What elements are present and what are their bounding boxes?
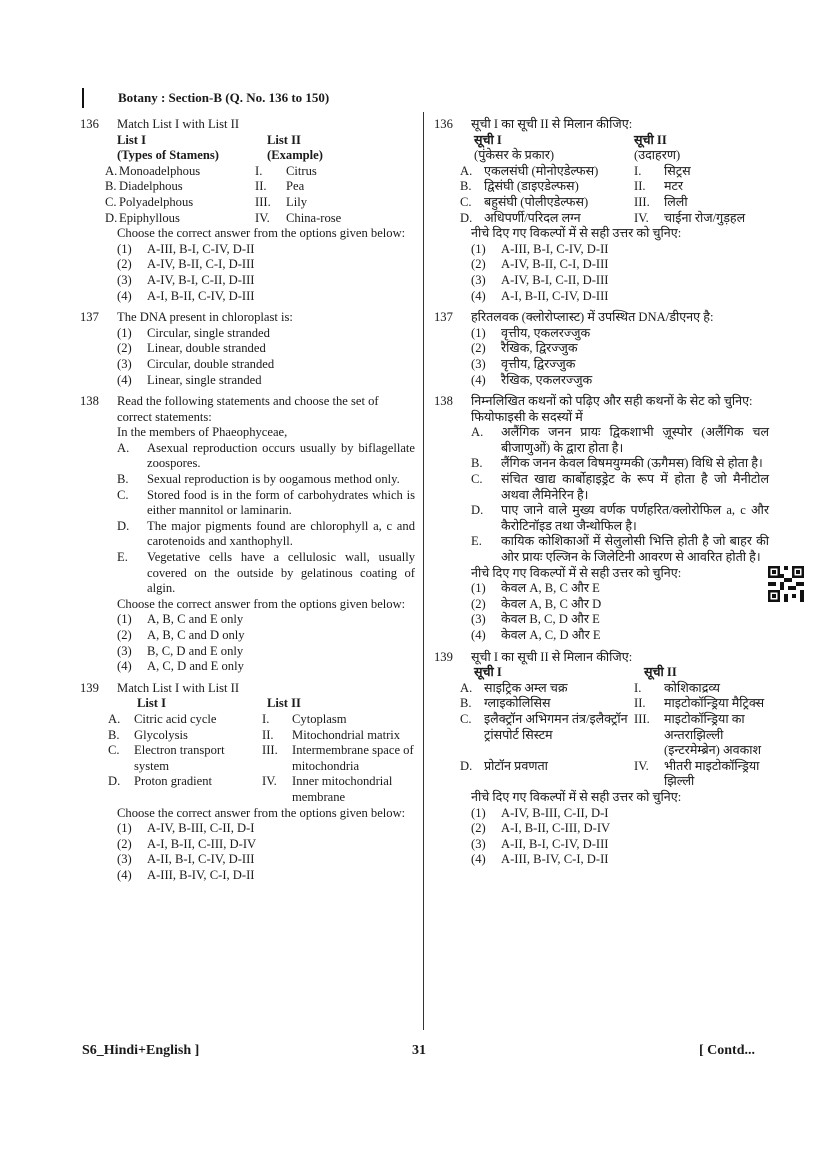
match-row: B. Glycolysis II. Mitochondrial matrix [108, 727, 401, 742]
question-text: Read the following statements and choose the set of correct statements: [117, 394, 379, 424]
question-number: 137 [80, 310, 99, 325]
match-row: C. Electron transport system III. Intermembrane space of mitochondria [108, 743, 414, 773]
option-2[interactable]: (2) रैखिक, द्विरज्जुक [471, 341, 578, 356]
choose-instruction: Choose the correct answer from the options given below: [117, 805, 406, 820]
question-text: सूची I का सूची II से मिलान कीजिए: [471, 649, 633, 664]
option-4[interactable]: (4) Linear, single stranded [117, 372, 262, 387]
option-2[interactable]: (2) A-IV, B-II, C-I, D-III [117, 257, 255, 272]
question-text: सूची I का सूची II से मिलान कीजिए: [471, 117, 633, 131]
question-text: Match List I with List II [117, 117, 240, 131]
match-row: C. इलैक्ट्रॉन अभिगमन तंत्र/इलैक्ट्रॉन ट्रांसपोर्ट सिस्टम III. माइटोकॉन्ड्रिया का अन्तराझिल्ली (इन्टरमेम्ब्रेन) अवकाश [460, 711, 762, 758]
statement-a: A. Asexual reproduction occurs usually by biflagellate zoospores. [117, 440, 415, 471]
choose-instruction: नीचे दिए गए विकल्पों में से सही उत्तर को चुनिए: [471, 789, 682, 804]
list-2-subheading: (Example) [267, 148, 323, 163]
choose-instruction: Choose the correct answer from the options given below: [117, 226, 406, 241]
choose-instruction: नीचे दिए गए विकल्पों में से सही उत्तर को चुनिए: [471, 226, 682, 241]
option-2[interactable]: (2) केवल A, B, C और D [471, 596, 602, 611]
question-136-hi [434, 117, 769, 304]
question-137-en [80, 310, 415, 388]
match-row: A. Citric acid cycle I. Cytoplasm [108, 711, 347, 726]
option-4[interactable]: (4) रैखिक, एकलरज्जुक [471, 372, 593, 387]
match-row: D. Proton gradient IV. Inner mitochondrial membrane [108, 774, 393, 804]
question-137-hi [434, 310, 769, 388]
option-2[interactable]: (2) Linear, double stranded [117, 341, 266, 356]
question-number: 138 [434, 394, 453, 409]
option-1[interactable]: (1) A-III, B-I, C-IV, D-II [471, 241, 609, 256]
statement-d: D. पाए जाने वाले मुख्य वर्णक पर्णहरित/क्लोरोफिल a, c और कैरोटिनॉइड तथा जैन्थोफिल है। [471, 503, 769, 533]
option-1[interactable]: (1) A-IV, B-III, C-II, D-I [471, 805, 609, 820]
match-row: B. Diadelphous II. Pea [105, 179, 305, 194]
option-3[interactable]: (3) A-IV, B-I, C-II, D-III [471, 272, 609, 287]
option-3[interactable]: (3) वृत्तीय, द्विरज्जुक [471, 356, 576, 371]
statement-c: C. संचित खाद्य कार्बोहाइड्रेट के रूप में होता है जो मैनीटोल अथवा लैमिनेरिन है। [471, 472, 769, 502]
question-139-en [80, 681, 415, 884]
option-3[interactable]: (3) B, C, D and E only [117, 643, 244, 658]
option-4[interactable]: (4) A-III, B-IV, C-I, D-II [471, 852, 609, 867]
option-4[interactable]: (4) केवल A, C, D और E [471, 628, 601, 642]
list-1-subheading: (पुंकेसर के प्रकार) [474, 148, 555, 163]
question-138-hi [434, 394, 769, 644]
hindi-column [434, 117, 769, 874]
list-2-heading: List II [267, 696, 301, 711]
list-2-heading: सूची II [634, 132, 667, 147]
option-4[interactable]: (4) A-I, B-II, C-IV, D-III [117, 288, 255, 303]
question-number: 139 [80, 680, 99, 695]
footer-page-number: 31 [412, 1043, 426, 1058]
match-row: C. बहुसंघी (पोलीएडेल्फस) III. लिली [460, 194, 688, 209]
list-1-subheading: (Types of Stamens) [117, 148, 219, 163]
option-3[interactable]: (3) केवल B, C, D और E [471, 612, 600, 627]
option-2[interactable]: (2) A-I, B-II, C-III, D-IV [471, 821, 611, 836]
option-3[interactable]: (3) Circular, double stranded [117, 356, 275, 371]
option-1[interactable]: (1) Circular, single stranded [117, 325, 270, 340]
statement-a: A. अलैंगिक जनन प्रायः द्विकशाभी ज़ूस्पोर (अलैंगिक चल बीजाणुओं) के द्वारा होता है। [471, 425, 769, 455]
match-row: A. Monoadelphous I. Citrus [105, 163, 317, 178]
statement-c: C. Stored food is in the form of carbohydrates which is either mannitol or laminarin. [117, 487, 415, 518]
option-2[interactable]: (2) A, B, C and D only [117, 628, 245, 642]
list-2-heading: List II [267, 132, 301, 147]
match-row: D. Epiphyllous IV. China-rose [105, 210, 342, 225]
question-text: Match List I with List II [117, 680, 240, 695]
footer-paper-code: S6_Hindi+English ] [82, 1043, 200, 1058]
statement-e: E. कायिक कोशिकाओं में सेलुलोसी भित्ति होती है जो बाहर की ओर प्रायः एल्जिन के जिलेटिनी आवरण से आवरित होती है। [471, 534, 769, 565]
choose-instruction: Choose the correct answer from the options given below: [117, 596, 406, 611]
question-number: 136 [434, 117, 453, 131]
margin-bar [82, 88, 84, 108]
qr-code-icon [768, 566, 804, 602]
option-1[interactable]: (1) A-III, B-I, C-IV, D-II [117, 241, 255, 256]
list-1-heading: List I [117, 132, 147, 147]
option-4[interactable]: (4) A-III, B-IV, C-I, D-II [117, 867, 255, 882]
question-138-en [80, 394, 415, 675]
question-text: निम्नलिखित कथनों को पढ़िए और सही कथनों के सेट को चुनिए: [471, 394, 753, 409]
statement-e: E. Vegetative cells have a cellulosic wall, usually covered on the outside by gelatinous coating of algin. [117, 550, 415, 596]
option-1[interactable]: (1) वृत्तीय, एकलरज्जुक [471, 325, 591, 340]
list-2-subheading: (उदाहरण) [634, 148, 681, 163]
list-2-heading: सूची II [644, 665, 677, 680]
statement-b: B. Sexual reproduction is by oogamous method only. [117, 472, 400, 487]
section-title: Botany : Section-B (Q. No. 136 to 150) [118, 90, 330, 105]
question-text: The DNA present in chloroplast is: [117, 310, 293, 325]
match-row: D. अधिपर्णी/परिदल लग्न IV. चाईना रोज/गुड़हल [460, 210, 746, 225]
option-2[interactable]: (2) A-IV, B-II, C-I, D-III [471, 257, 609, 272]
question-number: 136 [80, 117, 99, 131]
question-136-en [80, 117, 415, 304]
match-row: C. Polyadelphous III. Lily [105, 194, 307, 209]
statement-intro: In the members of Phaeophyceae, [117, 425, 288, 440]
list-1-heading: सूची I [474, 665, 502, 680]
match-row: B. द्विसंघी (डाइएडेल्फस) II. मटर [460, 179, 684, 194]
question-number: 138 [80, 394, 99, 409]
footer-continued: [ Contd... [699, 1043, 756, 1058]
question-139-hi [434, 650, 769, 868]
match-row: B. ग्लाइकोलिसिस II. माइटोकॉन्ड्रिया मैट्रिक्स [460, 696, 765, 711]
match-row: A. एकलसंघी (मोनोएडेल्फस) I. सिट्रस [460, 163, 691, 178]
option-3[interactable]: (3) A-II, B-I, C-IV, D-III [471, 836, 609, 851]
column-divider [423, 112, 424, 1030]
english-column [80, 117, 415, 890]
statement-intro: फियोफाइसी के सदस्यों में [471, 409, 583, 424]
option-1[interactable]: (1) केवल A, B, C और E [471, 581, 600, 596]
option-4[interactable]: (4) A-I, B-II, C-IV, D-III [471, 288, 609, 303]
question-number: 139 [434, 649, 453, 664]
choose-instruction: नीचे दिए गए विकल्पों में से सही उत्तर को चुनिए: [471, 565, 682, 580]
match-row: D. प्रोटॉन प्रवणता IV. भीतरी माइटोकॉन्ड्रिया झिल्ली [460, 758, 760, 789]
match-row: A. साइट्रिक अम्ल चक्र I. कोशिकाद्रव्य [460, 680, 720, 695]
statement-d: D. The major pigments found are chlorophyll a, c and carotenoids and xanthophyll. [117, 518, 415, 549]
question-number: 137 [434, 310, 453, 325]
option-2[interactable]: (2) A-I, B-II, C-III, D-IV [117, 836, 257, 851]
list-1-heading: सूची I [474, 132, 502, 147]
option-3[interactable]: (3) A-IV, B-I, C-II, D-III [117, 272, 255, 287]
question-text: हरितलवक (क्लोरोप्लास्ट) में उपस्थित DNA/डीएनए है: [471, 310, 714, 325]
option-4[interactable]: (4) A, C, D and E only [117, 659, 244, 674]
statement-b: B. लैंगिक जनन केवल विषमयुग्मकी (ऊगैमस) विधि से होता है। [471, 456, 763, 471]
list-1-heading: List I [137, 696, 167, 711]
option-1[interactable]: (1) A-IV, B-III, C-II, D-I [117, 821, 255, 836]
option-1[interactable]: (1) A, B, C and E only [117, 612, 244, 627]
option-3[interactable]: (3) A-II, B-I, C-IV, D-III [117, 852, 255, 867]
